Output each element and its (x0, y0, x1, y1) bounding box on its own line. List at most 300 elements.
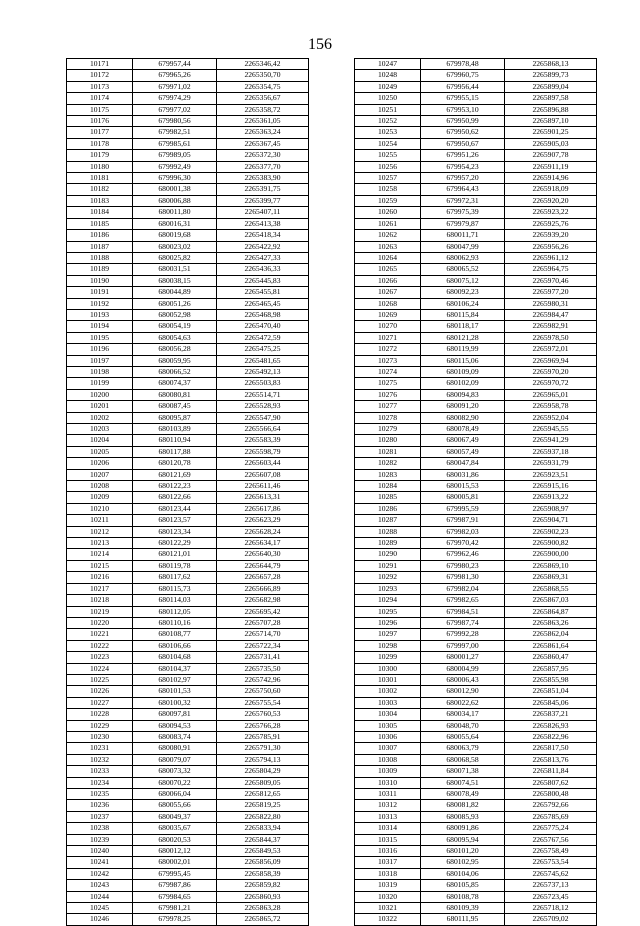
point-number-cell: 10259 (355, 195, 421, 206)
point-number-cell: 10274 (355, 366, 421, 377)
point-number-cell: 10297 (355, 629, 421, 640)
table-row (67, 617, 309, 628)
x-coordinate-cell: 679980,23 (421, 560, 505, 571)
point-number-cell: 10287 (355, 515, 421, 526)
y-coordinate-cell: 2265613,31 (217, 492, 309, 503)
table-row (67, 173, 309, 184)
table-row (355, 230, 597, 241)
y-coordinate-cell: 2265465,45 (217, 298, 309, 309)
y-coordinate-cell: 2265657,28 (217, 572, 309, 583)
x-coordinate-cell: 679985,61 (133, 138, 217, 149)
x-coordinate-cell: 680047,84 (421, 458, 505, 469)
x-coordinate-cell: 680073,32 (133, 766, 217, 777)
table-row (67, 138, 309, 149)
x-coordinate-cell: 680105,85 (421, 880, 505, 891)
x-coordinate-cell: 680110,94 (133, 435, 217, 446)
point-number-cell: 10229 (67, 720, 133, 731)
table-row (355, 481, 597, 492)
point-number-cell: 10210 (67, 503, 133, 514)
table-row (355, 275, 597, 286)
table-row (67, 264, 309, 275)
x-coordinate-cell: 680034,17 (421, 709, 505, 720)
point-number-cell: 10221 (67, 629, 133, 640)
x-coordinate-cell: 680102,95 (421, 857, 505, 868)
y-coordinate-cell: 2265735,50 (217, 663, 309, 674)
y-coordinate-cell: 2265737,13 (505, 880, 597, 891)
x-coordinate-cell: 680100,32 (133, 697, 217, 708)
x-coordinate-cell: 680080,81 (133, 389, 217, 400)
point-number-cell: 10205 (67, 446, 133, 457)
point-number-cell: 10247 (355, 59, 421, 70)
point-number-cell: 10278 (355, 412, 421, 423)
x-coordinate-cell: 680083,74 (133, 731, 217, 742)
table-row (355, 469, 597, 480)
point-number-cell: 10195 (67, 332, 133, 343)
x-coordinate-cell: 680070,22 (133, 777, 217, 788)
y-coordinate-cell: 2265980,31 (505, 298, 597, 309)
table-row (67, 230, 309, 241)
table-row (355, 686, 597, 697)
point-number-cell: 10269 (355, 309, 421, 320)
point-number-cell: 10299 (355, 652, 421, 663)
point-number-cell: 10288 (355, 526, 421, 537)
table-row (355, 116, 597, 127)
y-coordinate-cell: 2265346,42 (217, 59, 309, 70)
point-number-cell: 10185 (67, 218, 133, 229)
y-coordinate-cell: 2265695,42 (217, 606, 309, 617)
x-coordinate-cell: 679982,51 (133, 127, 217, 138)
point-number-cell: 10295 (355, 606, 421, 617)
x-coordinate-cell: 680011,80 (133, 207, 217, 218)
table-row (67, 834, 309, 845)
x-coordinate-cell: 680112,05 (133, 606, 217, 617)
table-row (355, 857, 597, 868)
page-number: 156 (308, 36, 332, 53)
table-row (355, 777, 597, 788)
table-row (67, 469, 309, 480)
point-number-cell: 10212 (67, 526, 133, 537)
table-row (355, 104, 597, 115)
x-coordinate-cell: 680104,68 (133, 652, 217, 663)
table-row (67, 492, 309, 503)
table-row (67, 298, 309, 309)
x-coordinate-cell: 680108,77 (133, 629, 217, 640)
y-coordinate-cell: 2265566,64 (217, 424, 309, 435)
x-coordinate-cell: 680055,66 (133, 800, 217, 811)
y-coordinate-cell: 2265845,06 (505, 697, 597, 708)
y-coordinate-cell: 2265899,04 (505, 81, 597, 92)
x-coordinate-cell: 680101,20 (421, 846, 505, 857)
y-coordinate-cell: 2265666,89 (217, 583, 309, 594)
x-coordinate-cell: 680020,53 (133, 834, 217, 845)
point-number-cell: 10293 (355, 583, 421, 594)
point-number-cell: 10275 (355, 378, 421, 389)
y-coordinate-cell: 2265900,82 (505, 538, 597, 549)
table-row (355, 59, 597, 70)
table-row (355, 526, 597, 537)
y-coordinate-cell: 2265913,22 (505, 492, 597, 503)
x-coordinate-cell: 680108,78 (421, 891, 505, 902)
x-coordinate-cell: 680121,28 (421, 332, 505, 343)
x-coordinate-cell: 680081,82 (421, 800, 505, 811)
table-row (355, 503, 597, 514)
table-row (67, 366, 309, 377)
point-number-cell: 10298 (355, 640, 421, 651)
x-coordinate-cell: 680103,89 (133, 424, 217, 435)
y-coordinate-cell: 2265904,71 (505, 515, 597, 526)
table-row (67, 435, 309, 446)
x-coordinate-cell: 679970,42 (421, 538, 505, 549)
point-number-cell: 10227 (67, 697, 133, 708)
y-coordinate-cell: 2265970,46 (505, 275, 597, 286)
x-coordinate-cell: 680068,58 (421, 754, 505, 765)
table-row (355, 652, 597, 663)
y-coordinate-cell: 2265785,69 (505, 811, 597, 822)
table-row (355, 81, 597, 92)
table-row (355, 424, 597, 435)
y-coordinate-cell: 2265363,24 (217, 127, 309, 138)
x-coordinate-cell: 680048,70 (421, 720, 505, 731)
table-row (355, 538, 597, 549)
y-coordinate-cell: 2265945,55 (505, 424, 597, 435)
table-row (355, 458, 597, 469)
point-number-cell: 10192 (67, 298, 133, 309)
y-coordinate-cell: 2265860,47 (505, 652, 597, 663)
point-number-cell: 10250 (355, 93, 421, 104)
table-row (67, 697, 309, 708)
x-coordinate-cell: 680087,45 (133, 401, 217, 412)
table-row (67, 446, 309, 457)
point-number-cell: 10310 (355, 777, 421, 788)
table-row (67, 595, 309, 606)
x-coordinate-cell: 679962,46 (421, 549, 505, 560)
point-number-cell: 10313 (355, 811, 421, 822)
y-coordinate-cell: 2265350,70 (217, 70, 309, 81)
y-coordinate-cell: 2265819,25 (217, 800, 309, 811)
y-coordinate-cell: 2265865,72 (217, 914, 309, 925)
y-coordinate-cell: 2265902,23 (505, 526, 597, 537)
table-row (67, 127, 309, 138)
table-row (67, 583, 309, 594)
x-coordinate-cell: 680104,06 (421, 868, 505, 879)
y-coordinate-cell: 2265896,88 (505, 104, 597, 115)
x-coordinate-cell: 679981,30 (421, 572, 505, 583)
table-row (355, 800, 597, 811)
x-coordinate-cell: 680055,64 (421, 731, 505, 742)
x-coordinate-cell: 680011,71 (421, 230, 505, 241)
x-coordinate-cell: 680066,04 (133, 789, 217, 800)
x-coordinate-cell: 680118,17 (421, 321, 505, 332)
x-coordinate-cell: 679979,87 (421, 218, 505, 229)
x-coordinate-cell: 680117,62 (133, 572, 217, 583)
point-number-cell: 10261 (355, 218, 421, 229)
x-coordinate-cell: 680122,66 (133, 492, 217, 503)
table-row (67, 572, 309, 583)
y-coordinate-cell: 2265961,12 (505, 252, 597, 263)
table-row (355, 549, 597, 560)
x-coordinate-cell: 679951,26 (421, 150, 505, 161)
point-number-cell: 10281 (355, 446, 421, 457)
x-coordinate-cell: 679981,21 (133, 903, 217, 914)
table-row (67, 663, 309, 674)
y-coordinate-cell: 2265982,91 (505, 321, 597, 332)
x-coordinate-cell: 680094,53 (133, 720, 217, 731)
y-coordinate-cell: 2265640,30 (217, 549, 309, 560)
y-coordinate-cell: 2265952,04 (505, 412, 597, 423)
point-number-cell: 10174 (67, 93, 133, 104)
y-coordinate-cell: 2265965,01 (505, 389, 597, 400)
point-number-cell: 10294 (355, 595, 421, 606)
table-row (67, 344, 309, 355)
x-coordinate-cell: 679982,04 (421, 583, 505, 594)
table-row (355, 127, 597, 138)
point-number-cell: 10285 (355, 492, 421, 503)
point-number-cell: 10179 (67, 150, 133, 161)
x-coordinate-cell: 680091,20 (421, 401, 505, 412)
x-coordinate-cell: 680012,12 (133, 846, 217, 857)
x-coordinate-cell: 679978,25 (133, 914, 217, 925)
y-coordinate-cell: 2265869,31 (505, 572, 597, 583)
x-coordinate-cell: 680062,93 (421, 252, 505, 263)
table-row (67, 743, 309, 754)
point-number-cell: 10291 (355, 560, 421, 571)
y-coordinate-cell: 2265857,95 (505, 663, 597, 674)
point-number-cell: 10253 (355, 127, 421, 138)
point-number-cell: 10216 (67, 572, 133, 583)
table-row (355, 880, 597, 891)
point-number-cell: 10215 (67, 560, 133, 571)
table-row (67, 629, 309, 640)
point-number-cell: 10177 (67, 127, 133, 138)
point-number-cell: 10304 (355, 709, 421, 720)
table-row (355, 766, 597, 777)
table-row (355, 903, 597, 914)
x-coordinate-cell: 679954,23 (421, 161, 505, 172)
y-coordinate-cell: 2265722,34 (217, 640, 309, 651)
point-number-cell: 10290 (355, 549, 421, 560)
table-row (355, 663, 597, 674)
table-row (67, 104, 309, 115)
x-coordinate-cell: 680104,37 (133, 663, 217, 674)
point-number-cell: 10271 (355, 332, 421, 343)
y-coordinate-cell: 2265939,20 (505, 230, 597, 241)
x-coordinate-cell: 680059,95 (133, 355, 217, 366)
point-number-cell: 10225 (67, 674, 133, 685)
x-coordinate-cell: 680031,86 (421, 469, 505, 480)
y-coordinate-cell: 2265731,41 (217, 652, 309, 663)
point-number-cell: 10252 (355, 116, 421, 127)
point-number-cell: 10240 (67, 846, 133, 857)
point-number-cell: 10312 (355, 800, 421, 811)
y-coordinate-cell: 2265844,37 (217, 834, 309, 845)
table-row (355, 161, 597, 172)
y-coordinate-cell: 2265849,53 (217, 846, 309, 857)
x-coordinate-cell: 680123,57 (133, 515, 217, 526)
table-row (67, 754, 309, 765)
table-row (355, 743, 597, 754)
x-coordinate-cell: 680082,90 (421, 412, 505, 423)
y-coordinate-cell: 2265767,56 (505, 834, 597, 845)
table-row (67, 70, 309, 81)
point-number-cell: 10180 (67, 161, 133, 172)
x-coordinate-cell: 680102,09 (421, 378, 505, 389)
y-coordinate-cell: 2265837,21 (505, 709, 597, 720)
table-row (355, 572, 597, 583)
y-coordinate-cell: 2265418,34 (217, 230, 309, 241)
point-number-cell: 10262 (355, 230, 421, 241)
point-number-cell: 10219 (67, 606, 133, 617)
table-row (67, 846, 309, 857)
x-coordinate-cell: 680078,49 (421, 789, 505, 800)
x-coordinate-cell: 680012,90 (421, 686, 505, 697)
y-coordinate-cell: 2265915,16 (505, 481, 597, 492)
table-row (355, 640, 597, 651)
y-coordinate-cell: 2265813,76 (505, 754, 597, 765)
table-row (67, 321, 309, 332)
point-number-cell: 10209 (67, 492, 133, 503)
table-row (355, 560, 597, 571)
table-row (355, 446, 597, 457)
y-coordinate-cell: 2265503,83 (217, 378, 309, 389)
y-coordinate-cell: 2265372,30 (217, 150, 309, 161)
x-coordinate-cell: 680005,81 (421, 492, 505, 503)
x-coordinate-cell: 680106,66 (133, 640, 217, 651)
x-coordinate-cell: 680057,49 (421, 446, 505, 457)
table-row (355, 412, 597, 423)
y-coordinate-cell: 2265475,25 (217, 344, 309, 355)
point-number-cell: 10301 (355, 674, 421, 685)
y-coordinate-cell: 2265391,75 (217, 184, 309, 195)
x-coordinate-cell: 679972,31 (421, 195, 505, 206)
table-row (67, 184, 309, 195)
point-number-cell: 10204 (67, 435, 133, 446)
y-coordinate-cell: 2265958,78 (505, 401, 597, 412)
point-number-cell: 10248 (355, 70, 421, 81)
y-coordinate-cell: 2265623,29 (217, 515, 309, 526)
table-row (355, 138, 597, 149)
table-row (355, 435, 597, 446)
x-coordinate-cell: 680006,88 (133, 195, 217, 206)
x-coordinate-cell: 679977,02 (133, 104, 217, 115)
point-number-cell: 10201 (67, 401, 133, 412)
y-coordinate-cell: 2265972,01 (505, 344, 597, 355)
y-coordinate-cell: 2265760,53 (217, 709, 309, 720)
x-coordinate-cell: 679980,56 (133, 116, 217, 127)
x-coordinate-cell: 680079,07 (133, 754, 217, 765)
x-coordinate-cell: 680056,28 (133, 344, 217, 355)
coordinates-table-left (66, 58, 309, 926)
y-coordinate-cell: 2265468,98 (217, 309, 309, 320)
point-number-cell: 10189 (67, 264, 133, 275)
y-coordinate-cell: 2265920,20 (505, 195, 597, 206)
table-row (67, 218, 309, 229)
y-coordinate-cell: 2265481,65 (217, 355, 309, 366)
x-coordinate-cell: 679987,91 (421, 515, 505, 526)
x-coordinate-cell: 680038,15 (133, 275, 217, 286)
y-coordinate-cell: 2265528,93 (217, 401, 309, 412)
table-row (67, 309, 309, 320)
x-coordinate-cell: 680004,99 (421, 663, 505, 674)
point-number-cell: 10222 (67, 640, 133, 651)
x-coordinate-cell: 680122,23 (133, 481, 217, 492)
table-row (355, 583, 597, 594)
point-number-cell: 10266 (355, 275, 421, 286)
table-row (67, 811, 309, 822)
table-row (67, 287, 309, 298)
y-coordinate-cell: 2265897,10 (505, 116, 597, 127)
point-number-cell: 10255 (355, 150, 421, 161)
point-number-cell: 10235 (67, 789, 133, 800)
x-coordinate-cell: 680122,29 (133, 538, 217, 549)
x-coordinate-cell: 679982,03 (421, 526, 505, 537)
point-number-cell: 10296 (355, 617, 421, 628)
y-coordinate-cell: 2265817,50 (505, 743, 597, 754)
point-number-cell: 10260 (355, 207, 421, 218)
point-number-cell: 10233 (67, 766, 133, 777)
table-row (355, 492, 597, 503)
y-coordinate-cell: 2265908,97 (505, 503, 597, 514)
x-coordinate-cell: 679971,02 (133, 81, 217, 92)
x-coordinate-cell: 680054,63 (133, 332, 217, 343)
x-coordinate-cell: 680019,68 (133, 230, 217, 241)
point-number-cell: 10188 (67, 252, 133, 263)
x-coordinate-cell: 680015,53 (421, 481, 505, 492)
table-row (355, 344, 597, 355)
table-row (355, 674, 597, 685)
table-row (355, 811, 597, 822)
point-number-cell: 10268 (355, 298, 421, 309)
point-number-cell: 10251 (355, 104, 421, 115)
x-coordinate-cell: 680109,09 (421, 366, 505, 377)
x-coordinate-cell: 680074,51 (421, 777, 505, 788)
point-number-cell: 10305 (355, 720, 421, 731)
table-row (355, 195, 597, 206)
point-number-cell: 10286 (355, 503, 421, 514)
x-coordinate-cell: 679982,65 (421, 595, 505, 606)
y-coordinate-cell: 2265445,83 (217, 275, 309, 286)
table-row (355, 321, 597, 332)
y-coordinate-cell: 2265750,60 (217, 686, 309, 697)
y-coordinate-cell: 2265918,09 (505, 184, 597, 195)
table-row (67, 241, 309, 252)
point-number-cell: 10317 (355, 857, 421, 868)
point-number-cell: 10231 (67, 743, 133, 754)
table-row (67, 560, 309, 571)
y-coordinate-cell: 2265399,77 (217, 195, 309, 206)
point-number-cell: 10318 (355, 868, 421, 879)
point-number-cell: 10273 (355, 355, 421, 366)
point-number-cell: 10214 (67, 549, 133, 560)
point-number-cell: 10280 (355, 435, 421, 446)
x-coordinate-cell: 679992,28 (421, 629, 505, 640)
y-coordinate-cell: 2265583,39 (217, 435, 309, 446)
y-coordinate-cell: 2265905,03 (505, 138, 597, 149)
x-coordinate-cell: 680078,49 (421, 424, 505, 435)
point-number-cell: 10311 (355, 789, 421, 800)
y-coordinate-cell: 2265859,82 (217, 880, 309, 891)
x-coordinate-cell: 680006,43 (421, 674, 505, 685)
x-coordinate-cell: 679950,67 (421, 138, 505, 149)
table-row (355, 914, 597, 925)
point-number-cell: 10256 (355, 161, 421, 172)
x-coordinate-cell: 680001,38 (133, 184, 217, 195)
y-coordinate-cell: 2265755,54 (217, 697, 309, 708)
x-coordinate-cell: 680123,44 (133, 503, 217, 514)
table-row (355, 150, 597, 161)
table-row (67, 389, 309, 400)
y-coordinate-cell: 2265634,17 (217, 538, 309, 549)
point-number-cell: 10199 (67, 378, 133, 389)
